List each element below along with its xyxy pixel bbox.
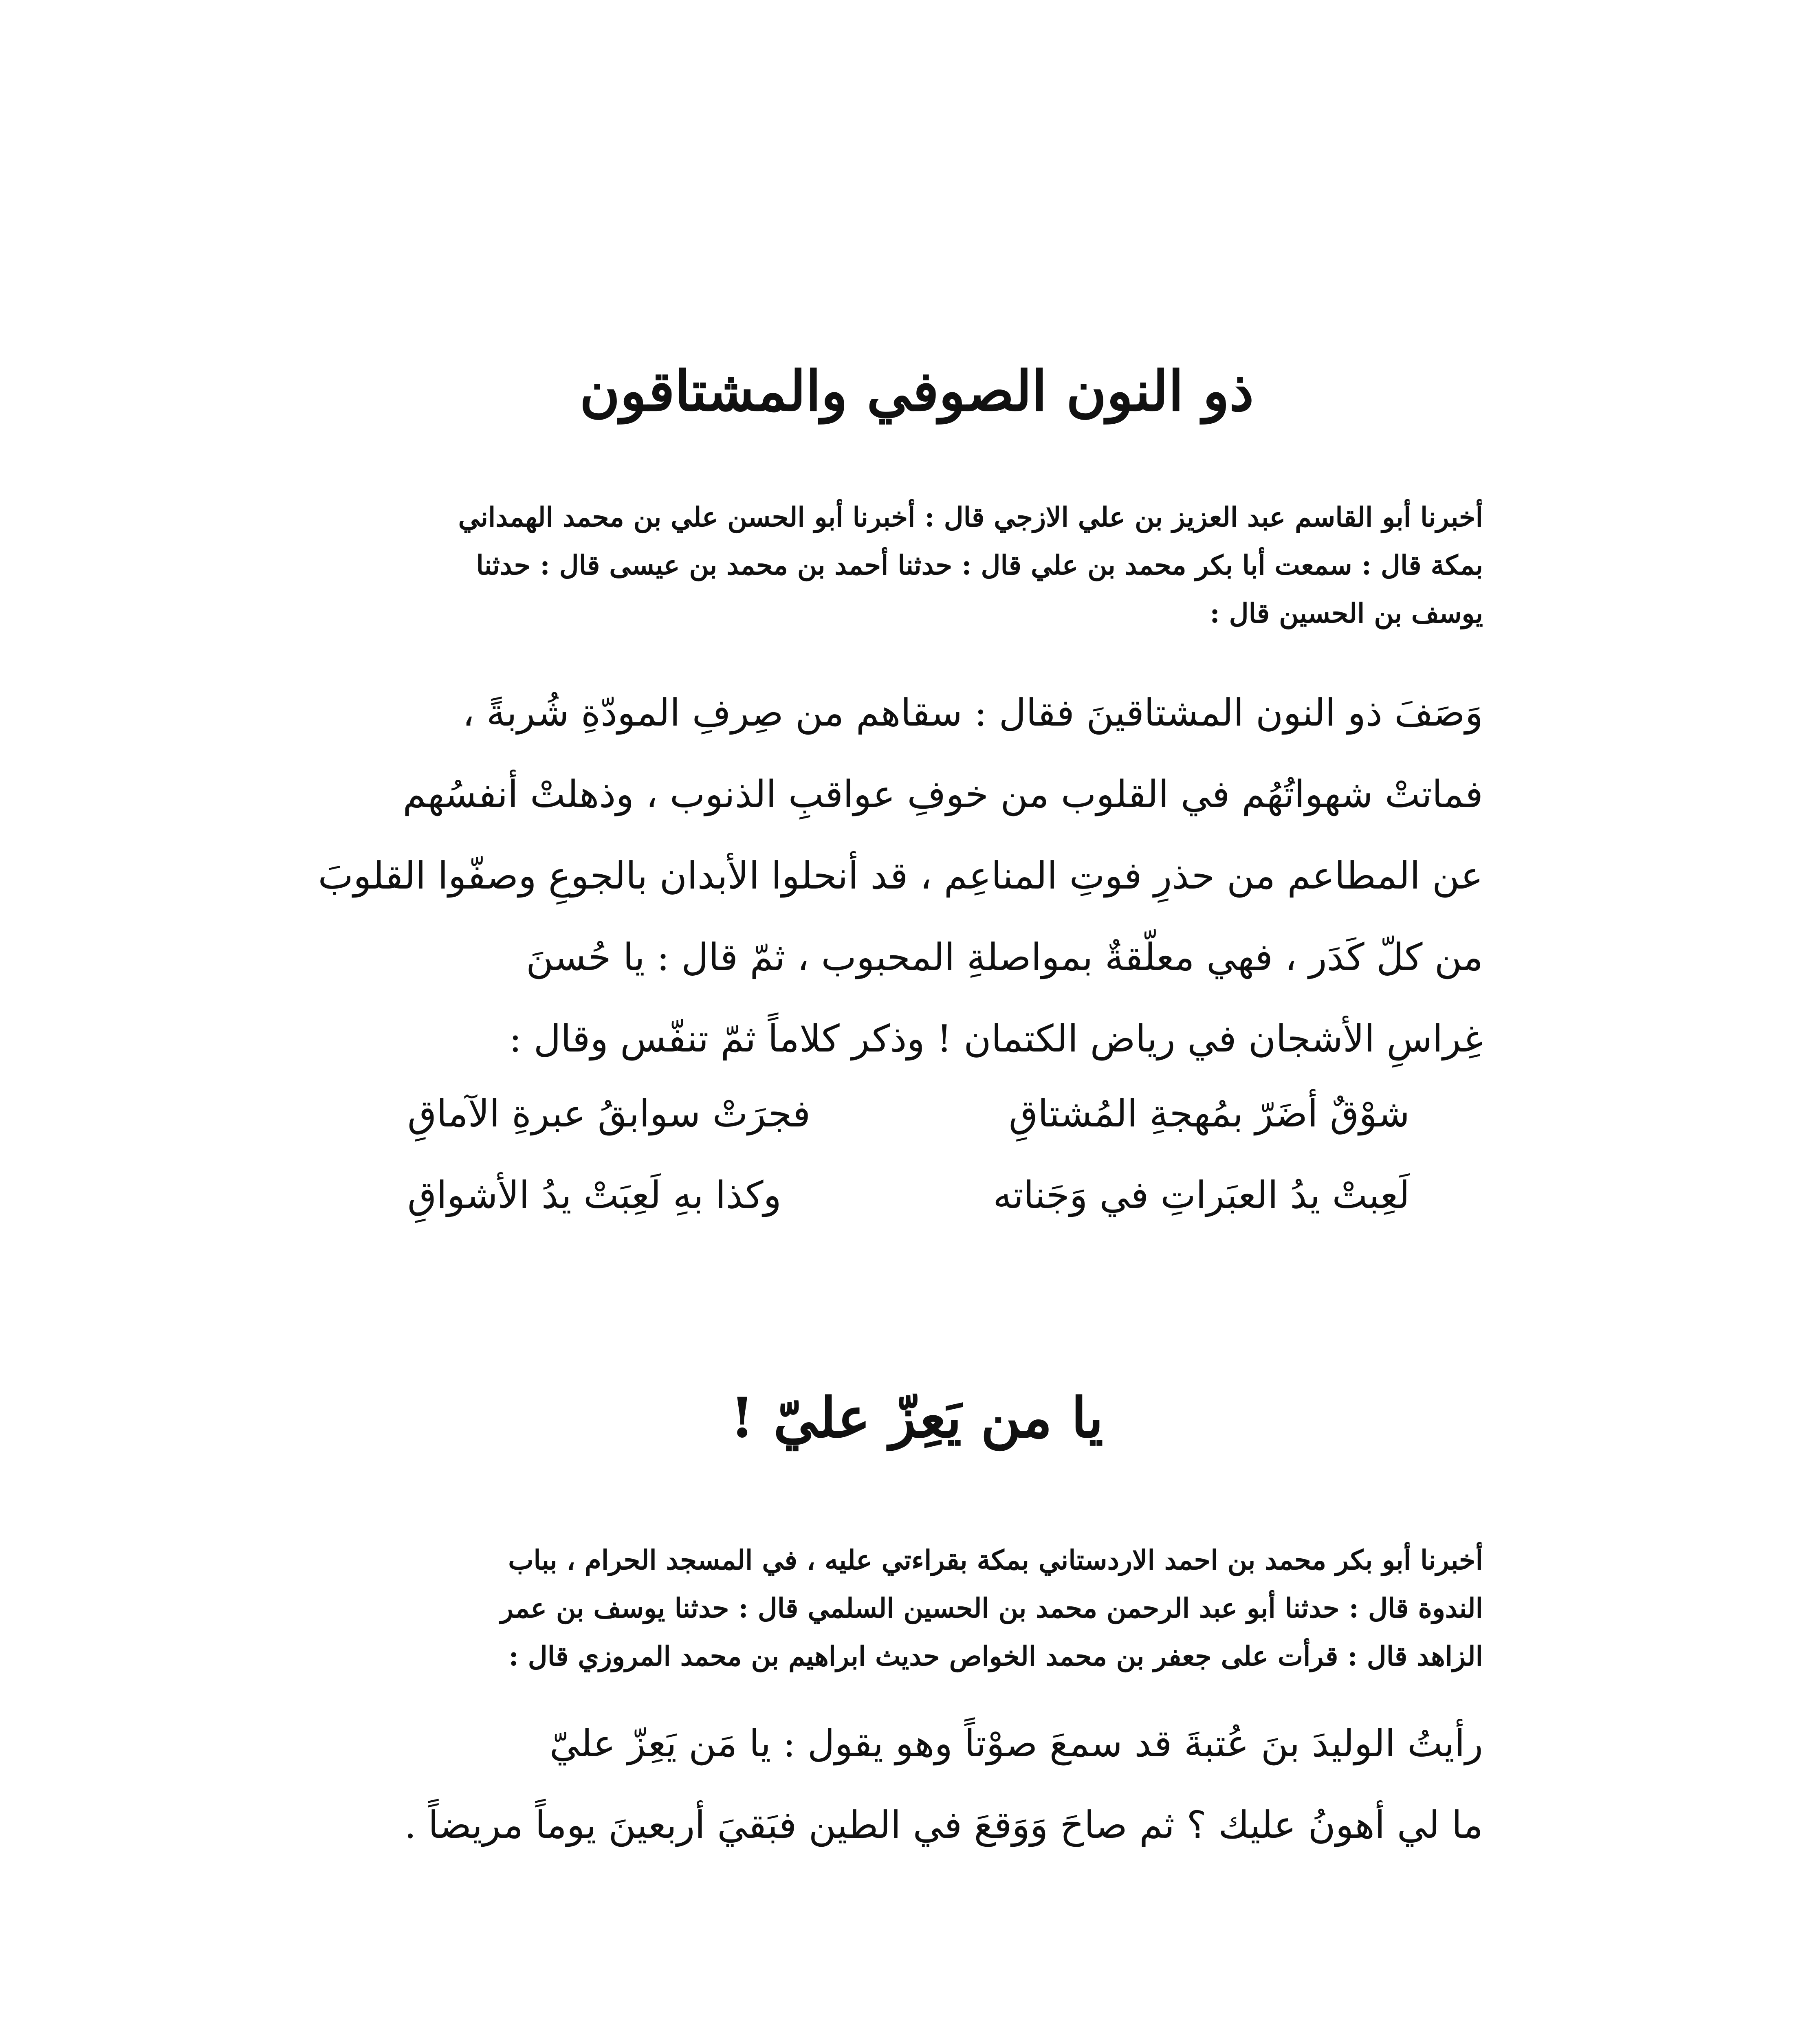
body-line: من كلّ كَدَر ، فهي معلّقةٌ بمواصلةِ المحبوب ، ثمّ قال : يا حُسنَ bbox=[526, 935, 1483, 979]
isnad-line: أخبرنا أبو بكر محمد بن احمد الاردستاني بمكة بقراءتي عليه ، في المسجد الحرام ، بباب bbox=[508, 1544, 1483, 1576]
verse-hemistich-right: لَعِبتْ يدُ العبَراتِ في وَجَناته bbox=[993, 1173, 1410, 1217]
verse-hemistich-left: وكذا بهِ لَعِبَتْ يدُ الأشواقِ bbox=[407, 1173, 781, 1217]
poem-verse bbox=[407, 1173, 1410, 1217]
isnad-line: أخبرنا أبو القاسم عبد العزيز بن علي الازجي قال : أخبرنا أبو الحسن علي بن محمد الهمداني bbox=[458, 501, 1483, 533]
body-line: وَصَفَ ذو النون المشتاقينَ فقال : سقاهم من صِرفِ المودّةِ شُربةً ، bbox=[462, 691, 1483, 735]
isnad-line: الزاهد قال : قرأت على جعفر بن محمد الخواص حديث ابراهيم بن محمد المروزي قال : bbox=[508, 1640, 1483, 1672]
isnad-line: يوسف بن الحسين قال : bbox=[1210, 597, 1483, 629]
section1-body bbox=[318, 672, 1483, 1080]
verse-hemistich-left: فجرَتْ سوابقُ عبرةِ الآماقِ bbox=[407, 1092, 811, 1135]
section2-isnad bbox=[334, 1536, 1483, 1680]
body-line: رأيتُ الوليدَ بنَ عُتبةَ قد سمعَ صوْتاً وهو يقول : يا مَن يَعِزّ عليّ bbox=[549, 1722, 1483, 1765]
section1-isnad bbox=[334, 493, 1483, 637]
poem-verse bbox=[407, 1092, 1410, 1135]
section2-title: يا من يَعِزّ عليّ ! bbox=[730, 1385, 1103, 1450]
body-line: عن المطاعم من حذرِ فوتِ المناعِم ، قد أنحلوا الأبدان بالجوعِ وصفّوا القلوبَ bbox=[318, 854, 1483, 898]
body-line: ما لي أهونُ عليك ؟ ثم صاحَ وَوَقعَ في الطين فبَقيَ أربعينَ يوماً مريضاً . bbox=[404, 1803, 1483, 1847]
isnad-line: بمكة قال : سمعت أبا بكر محمد بن علي قال : حدثنا أحمد بن محمد بن عيسى قال : حدثنا bbox=[476, 549, 1483, 581]
section2-body bbox=[334, 1703, 1483, 1866]
body-line: فماتتْ شهواتُهُم في القلوب من خوفِ عواقبِ الذنوب ، وذهلتْ أنفسُهم bbox=[403, 772, 1483, 816]
isnad-line: الندوة قال : حدثنا أبو عبد الرحمن محمد بن الحسين السلمي قال : حدثنا يوسف بن عمر bbox=[500, 1592, 1483, 1624]
body-line: غِراسِ الأشجان في رياض الكتمان ! وذكر كلاماً ثمّ تنفّس وقال : bbox=[509, 1017, 1483, 1060]
verse-hemistich-right: شوْقٌ أضَرّ بمُهجةِ المُشتاقِ bbox=[1008, 1092, 1410, 1135]
section1-title: ذو النون الصوفي والمشتاقون bbox=[579, 359, 1254, 423]
